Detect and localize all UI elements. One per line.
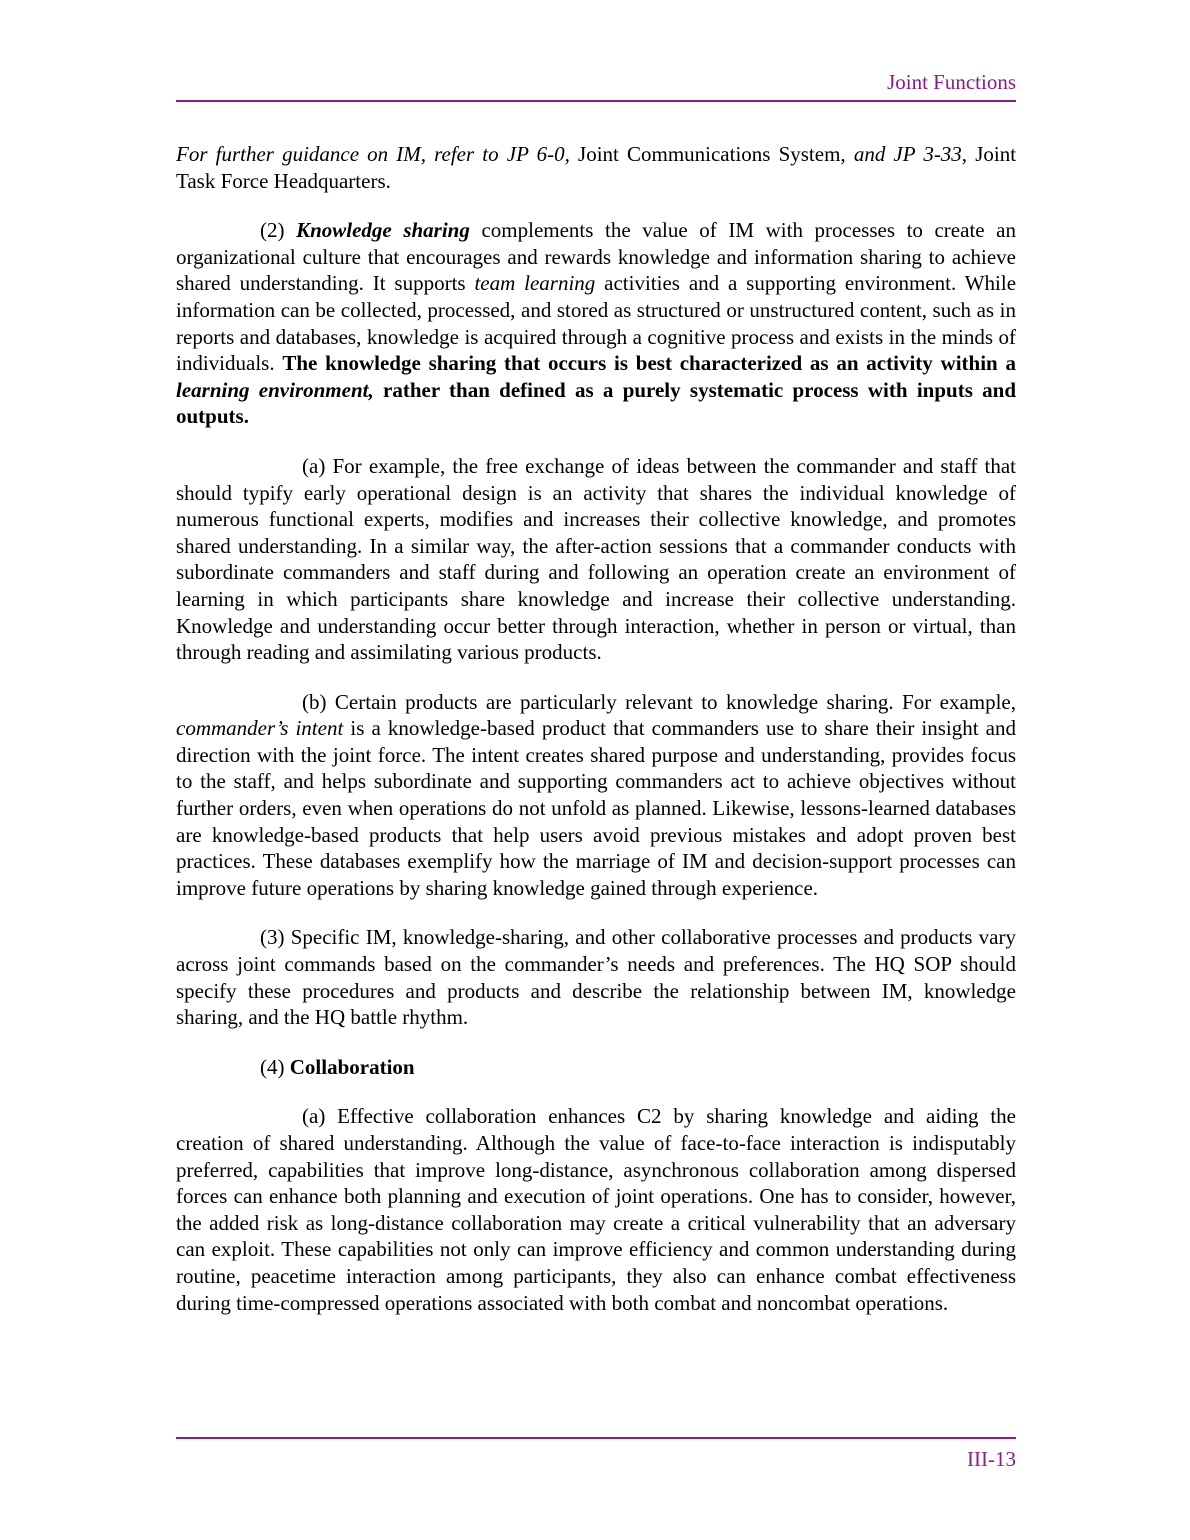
paragraph-4a: (a) Effective collaboration enhances C2 by sharing knowledge and aiding the creation of shared understanding. Although the value of face-to-face interaction is indisputably preferred, capabilities that improve long-distance, asynchronous collaboration among dispersed forces can enhance both planning and execution of joint operations. One has to consider, however, the added risk as long-distance collaboration may create a critical vulnerability that an adversary can exploit. These capabilities not only can improve efficiency and common understanding during routine, peacetime interaction among participants, they also can enhance combat effectiveness during time-compressed operations associated with both combat and noncombat operations. <box>176 1104 1016 1315</box>
paragraph-2b <box>176 689 1016 902</box>
guidance-text-a: For further guidance on IM, refer to JP 6-0, <box>176 142 570 166</box>
guidance-text-b: and JP 3-33, <box>853 142 968 166</box>
guidance-title-a: Joint Communications System, <box>578 142 846 166</box>
paragraph-2a: (a) For example, the free exchange of ideas between the commander and staff that should typify early operational design is an activity that shares the individual knowledge of numerous functional experts, modifies and increases their collective knowledge, and promotes shared understanding. In a similar way, the after-action sessions that a commander conducts with subordinate commanders and staff during and following an operation create an environment of learning in which participants share knowledge and increase their collective understanding. Knowledge and understanding occur better through interaction, whether in person or virtual, than through reading and assimilating various products. <box>176 453 1016 665</box>
bold-statement-a: The knowledge sharing that occurs is best characterized as an activity within a <box>282 351 1016 376</box>
paragraph-number: (2) <box>260 218 285 243</box>
paragraph-text: activities and a supporting environment. While information can be collected, processed, and stored as structured or unstructured content, such as in reports and databases, knowledge is acquired through a cognitive process and exists in the minds of individuals. <box>176 271 1017 376</box>
paragraph-guidance <box>176 141 1016 194</box>
document-page <box>176 0 1016 1540</box>
paragraph-text: (b) Certain products are particularly relevant to knowledge sharing. For example, <box>302 689 1016 714</box>
term-commanders-intent: commander’s intent <box>176 716 344 741</box>
paragraph-number: (4) <box>260 1054 285 1079</box>
bold-term-learning-environment: learning environment, <box>176 377 374 402</box>
page-number: III-13 <box>967 1447 1016 1471</box>
paragraph-4-heading <box>176 1054 1016 1081</box>
footer-rule <box>176 1437 1016 1439</box>
term-team-learning: team learning <box>474 271 596 296</box>
term-knowledge-sharing: Knowledge sharing <box>296 218 470 243</box>
paragraph-text: is a knowledge-based product that commanders use to share their insight and direction with the joint force. The intent creates shared purpose and understanding, provides focus to the staff, and helps subordinate and supporting commanders act to achieve objectives without further orders, even when operations do not unfold as planned. Likewise, lessons-learned databases are knowledge-based products that help users avoid previous mistakes and adopt proven best practices. These databases exemplify how the marriage of IM and decision-support processes can improve future operations by sharing knowledge gained through experience. <box>176 716 1016 900</box>
heading-collaboration: Collaboration <box>289 1054 415 1079</box>
paragraph-text: complements the value of IM with processes to create an organizational culture that encourages and rewards knowledge and information sharing to achieve shared understanding. It supports <box>176 218 1016 296</box>
bold-statement-b: rather than defined as a purely systematic process with inputs and outputs. <box>176 377 1017 429</box>
paragraph-knowledge-sharing <box>176 217 1016 430</box>
document-body <box>176 141 1016 1339</box>
running-header: Joint Functions <box>887 70 1016 94</box>
header-rule <box>176 100 1016 102</box>
paragraph-3: (3) Specific IM, knowledge-sharing, and other collaborative processes and products vary across joint commands based on the commander’s needs and preferences. The HQ SOP should specify these procedures and products and describe the relationship between IM, knowledge sharing, and the HQ battle rhythm. <box>176 925 1016 1030</box>
guidance-title-b: Joint Task Force Headquarters. <box>176 142 1017 193</box>
